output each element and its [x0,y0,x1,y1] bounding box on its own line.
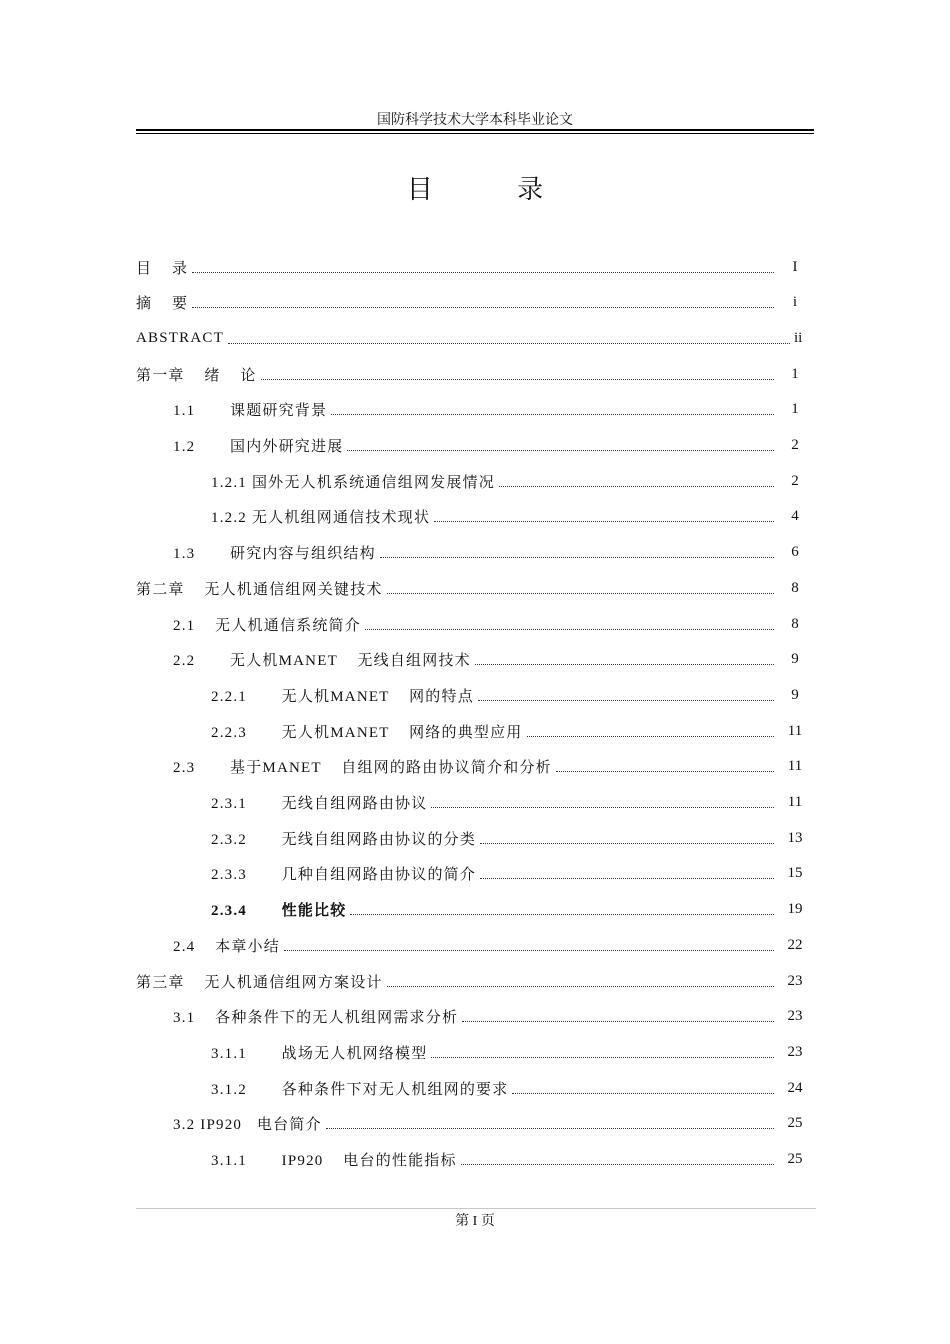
toc-entry-title: 第三章 无人机通信组网方案设计 [136,974,383,991]
page-header: 国防科学技术大学本科毕业论文 [377,113,573,128]
toc-entry-page: 15 [787,865,803,882]
toc-entry[interactable] [136,999,812,1035]
toc-entry-page: 1 [791,401,799,418]
toc-entry-title: 1.1 课题研究背景 [173,403,328,420]
toc-entry[interactable] [136,1106,812,1142]
toc-entry[interactable] [136,927,812,963]
toc-entry-page: 25 [787,1115,803,1132]
dot-leader [261,365,774,380]
toc-entry-title: 2.3.1 无线自组网路由协议 [211,796,428,812]
toc-entry-title: 3.1 各种条件下的无人机组网需求分析 [173,1010,459,1027]
toc-entry-page: 22 [787,936,803,953]
toc-entry-title: 摘 要 [136,296,189,313]
dot-leader [527,722,774,737]
toc-entry[interactable] [136,963,812,999]
toc-entry-page: 9 [791,651,799,668]
toc-entry-title: 1.2.2 无人机组网通信技术现状 [211,510,431,527]
header-rule-thick [136,129,814,131]
toc-entry[interactable] [136,642,812,678]
toc-entry[interactable] [136,320,812,356]
dot-leader [347,436,774,451]
dot-leader [462,1007,774,1022]
toc-entry-title: 2.3.3 几种自组网路由协议的简介 [211,867,477,884]
toc-entry-page: 2 [791,437,799,453]
toc-entry-page: 8 [791,579,799,596]
page-number: 第 I 页 [455,1214,495,1229]
dot-leader [350,900,774,915]
toc-entry-title: 3.2 IP920 电台简介 [173,1117,322,1134]
toc-entry-page: 6 [791,544,799,561]
toc-entry-title: 第二章 无人机通信组网关键技术 [136,581,383,598]
toc-entry-page: 11 [787,794,803,810]
dot-leader [480,864,774,879]
toc-entry[interactable] [136,499,812,535]
dot-leader [499,472,774,487]
toc-entry-page: ii [794,329,803,346]
toc-entry-title: 2.1 无人机通信系统简介 [173,617,361,634]
toc-entry-title: 第一章 绪 论 [136,367,257,384]
footer-rule [136,1208,816,1209]
toc-entry-title: 2.2 无人机MANET 无线自组网技术 [173,653,471,670]
toc-entry[interactable] [136,856,812,892]
dot-leader [387,579,774,594]
toc-entry-title: ABSTRACT [136,329,224,346]
toc-entry-page: 25 [787,1151,803,1167]
toc-entry-page: 1 [791,365,799,382]
toc-entry[interactable] [136,677,812,713]
toc-entry-page: 19 [787,901,803,918]
dot-leader [475,650,774,665]
toc-entry-page: 2 [791,472,799,489]
dot-leader [387,972,774,987]
toc-entry[interactable] [136,1142,812,1178]
toc-entry-title: 1.2 国内外研究进展 [173,439,344,455]
toc-entry-title: 2.3.2 无线自组网路由协议的分类 [211,831,477,848]
dot-leader [461,1150,774,1165]
toc-entry[interactable] [136,606,812,642]
toc-entry-page: i [792,294,798,311]
toc-entry-title: 2.4 本章小结 [173,938,280,955]
toc-entry-title: 2.2.3 无人机MANET 网络的典型应用 [211,724,523,741]
dot-leader [365,615,774,630]
toc-entry[interactable] [136,392,812,428]
toc-entry[interactable] [136,249,812,285]
dot-leader [556,757,774,772]
toc-entry[interactable] [136,1034,812,1070]
toc-entry-title: 目 录 [136,260,189,277]
toc-entry-page: 23 [787,972,803,989]
dot-leader [431,793,774,808]
toc-entry-title: 1.3 研究内容与组织结构 [173,546,376,563]
toc-entry-page: 11 [787,722,803,739]
toc-entry[interactable] [136,785,812,821]
dot-leader [431,1043,774,1058]
toc-entry-title: 3.1.2 各种条件下对无人机组网的要求 [211,1081,509,1098]
toc-entry-page: I [792,258,798,275]
dot-leader [380,543,774,558]
toc-entry-page: 11 [787,758,803,775]
dot-leader [512,1079,774,1094]
toc-entry-title: 2.2.1 无人机MANET 网的特点 [211,688,474,705]
dot-leader [480,829,774,844]
dot-leader [284,936,774,951]
toc-entry[interactable] [136,570,812,606]
toc-entry-title: 3.1.1 战场无人机网络模型 [211,1045,428,1062]
toc-entry-title: 2.3.4 性能比较 [211,903,347,920]
dot-leader [331,400,774,415]
dot-leader [228,329,790,344]
toc-entry-page: 13 [787,829,803,846]
dot-leader [192,258,774,273]
toc-entry-title: 1.2.1 国外无人机系统通信组网发展情况 [211,474,495,491]
dot-leader [434,507,774,522]
toc-entry[interactable] [136,535,812,571]
toc-entry-page: 8 [791,615,799,632]
toc-entry[interactable] [136,749,812,785]
toc-entry[interactable] [136,1070,812,1106]
dot-leader [478,686,774,701]
toc-title: 目 录 [406,175,582,205]
toc-entry-page: 9 [791,686,799,703]
toc-entry[interactable] [136,356,812,392]
dot-leader [326,1114,774,1129]
toc-entry-page: 24 [787,1079,803,1096]
toc-entry[interactable] [136,820,812,856]
dot-leader [192,293,774,308]
toc-entry-title: 2.3 基于MANET 自组网的路由协议简介和分析 [173,760,552,777]
toc-entry[interactable] [136,463,812,499]
toc-entry-page: 4 [791,508,799,525]
toc-entry-page: 23 [787,1008,803,1025]
toc-entry[interactable] [136,892,812,928]
toc-entry[interactable] [136,285,812,321]
toc-entry[interactable] [136,428,812,464]
toc-entry[interactable] [136,713,812,749]
toc-entry-page: 23 [787,1043,803,1060]
header-rule-thin [136,133,814,134]
toc-entry-title: 3.1.1 IP920 电台的性能指标 [211,1153,457,1169]
